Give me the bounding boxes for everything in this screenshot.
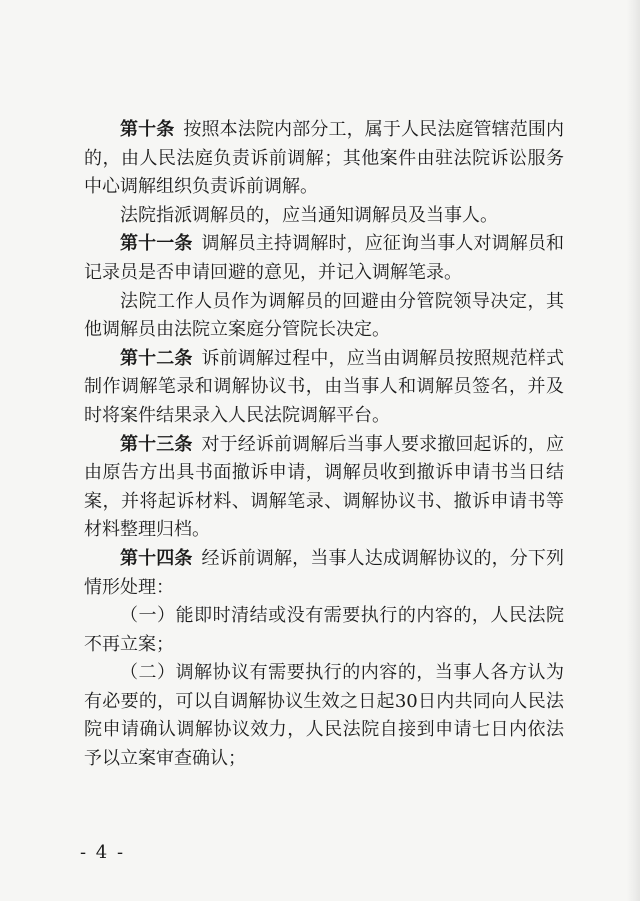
paragraph (84, 345, 564, 431)
article-heading: 第十三条 (120, 433, 193, 455)
paragraph (84, 288, 564, 345)
article-heading: 第十二条 (120, 347, 193, 369)
paragraph (84, 431, 564, 545)
page-edge-shadow (626, 0, 640, 901)
paragraph-text: 按照本法院内部分工，属于人民法庭管辖范围内的，由人民法庭负责诉前调解；其他案件由驻法院诉讼服务中心调解组织负责诉前调解。 (84, 119, 565, 198)
paragraph-text: 调解员主持调解时，应征询当事人对调解员和记录员是否申请回避的意见，并记入调解笔录。 (84, 233, 565, 283)
paragraph (84, 230, 564, 287)
paragraph (84, 602, 564, 659)
paragraph-text: 法院工作人员作为调解员的回避由分管院领导决定，其他调解员由法院立案庭分管院长决定。 (84, 290, 564, 341)
paragraph (84, 202, 564, 231)
document-body (84, 116, 564, 774)
paragraph-text: （一）能即时清结或没有需要执行的内容的，人民法院不再立案； (84, 605, 564, 655)
paragraph (84, 116, 564, 202)
article-heading: 第十一条 (120, 233, 193, 255)
paragraph-text: 对于经诉前调解后当事人要求撤回起诉的，应由原告方出具书面撤诉申请，调解员收到撤诉申请书当日结案，并将起诉材料、调解笔录、调解协议书、撤诉申请书等材料整理归档。 (84, 433, 565, 541)
article-heading: 第十条 (120, 119, 175, 140)
article-heading: 第十四条 (120, 547, 193, 569)
paragraph-text: 诉前调解过程中，应当由调解员按照规范样式制作调解笔录和调解协议书，由当事人和调解员签名，并及时将案件结果录入人民法院调解平台。 (84, 347, 565, 426)
paragraph-text: 法院指派调解员的，应当通知调解员及当事人。 (120, 204, 498, 226)
paragraph (84, 545, 564, 602)
paragraph-text: （二）调解协议有需要执行的内容的，当事人各方认为有必要的，可以自调解协议生效之日起30日内共同向人民法院申请确认调解协议效力，人民法院自接到申请七日内依法予以立案审查确认； (84, 662, 564, 770)
page-number: - 4 - (80, 842, 126, 863)
paragraph-text: 经诉前调解，当事人达成调解协议的，分下列情形处理： (84, 547, 565, 598)
paragraph (84, 659, 564, 773)
